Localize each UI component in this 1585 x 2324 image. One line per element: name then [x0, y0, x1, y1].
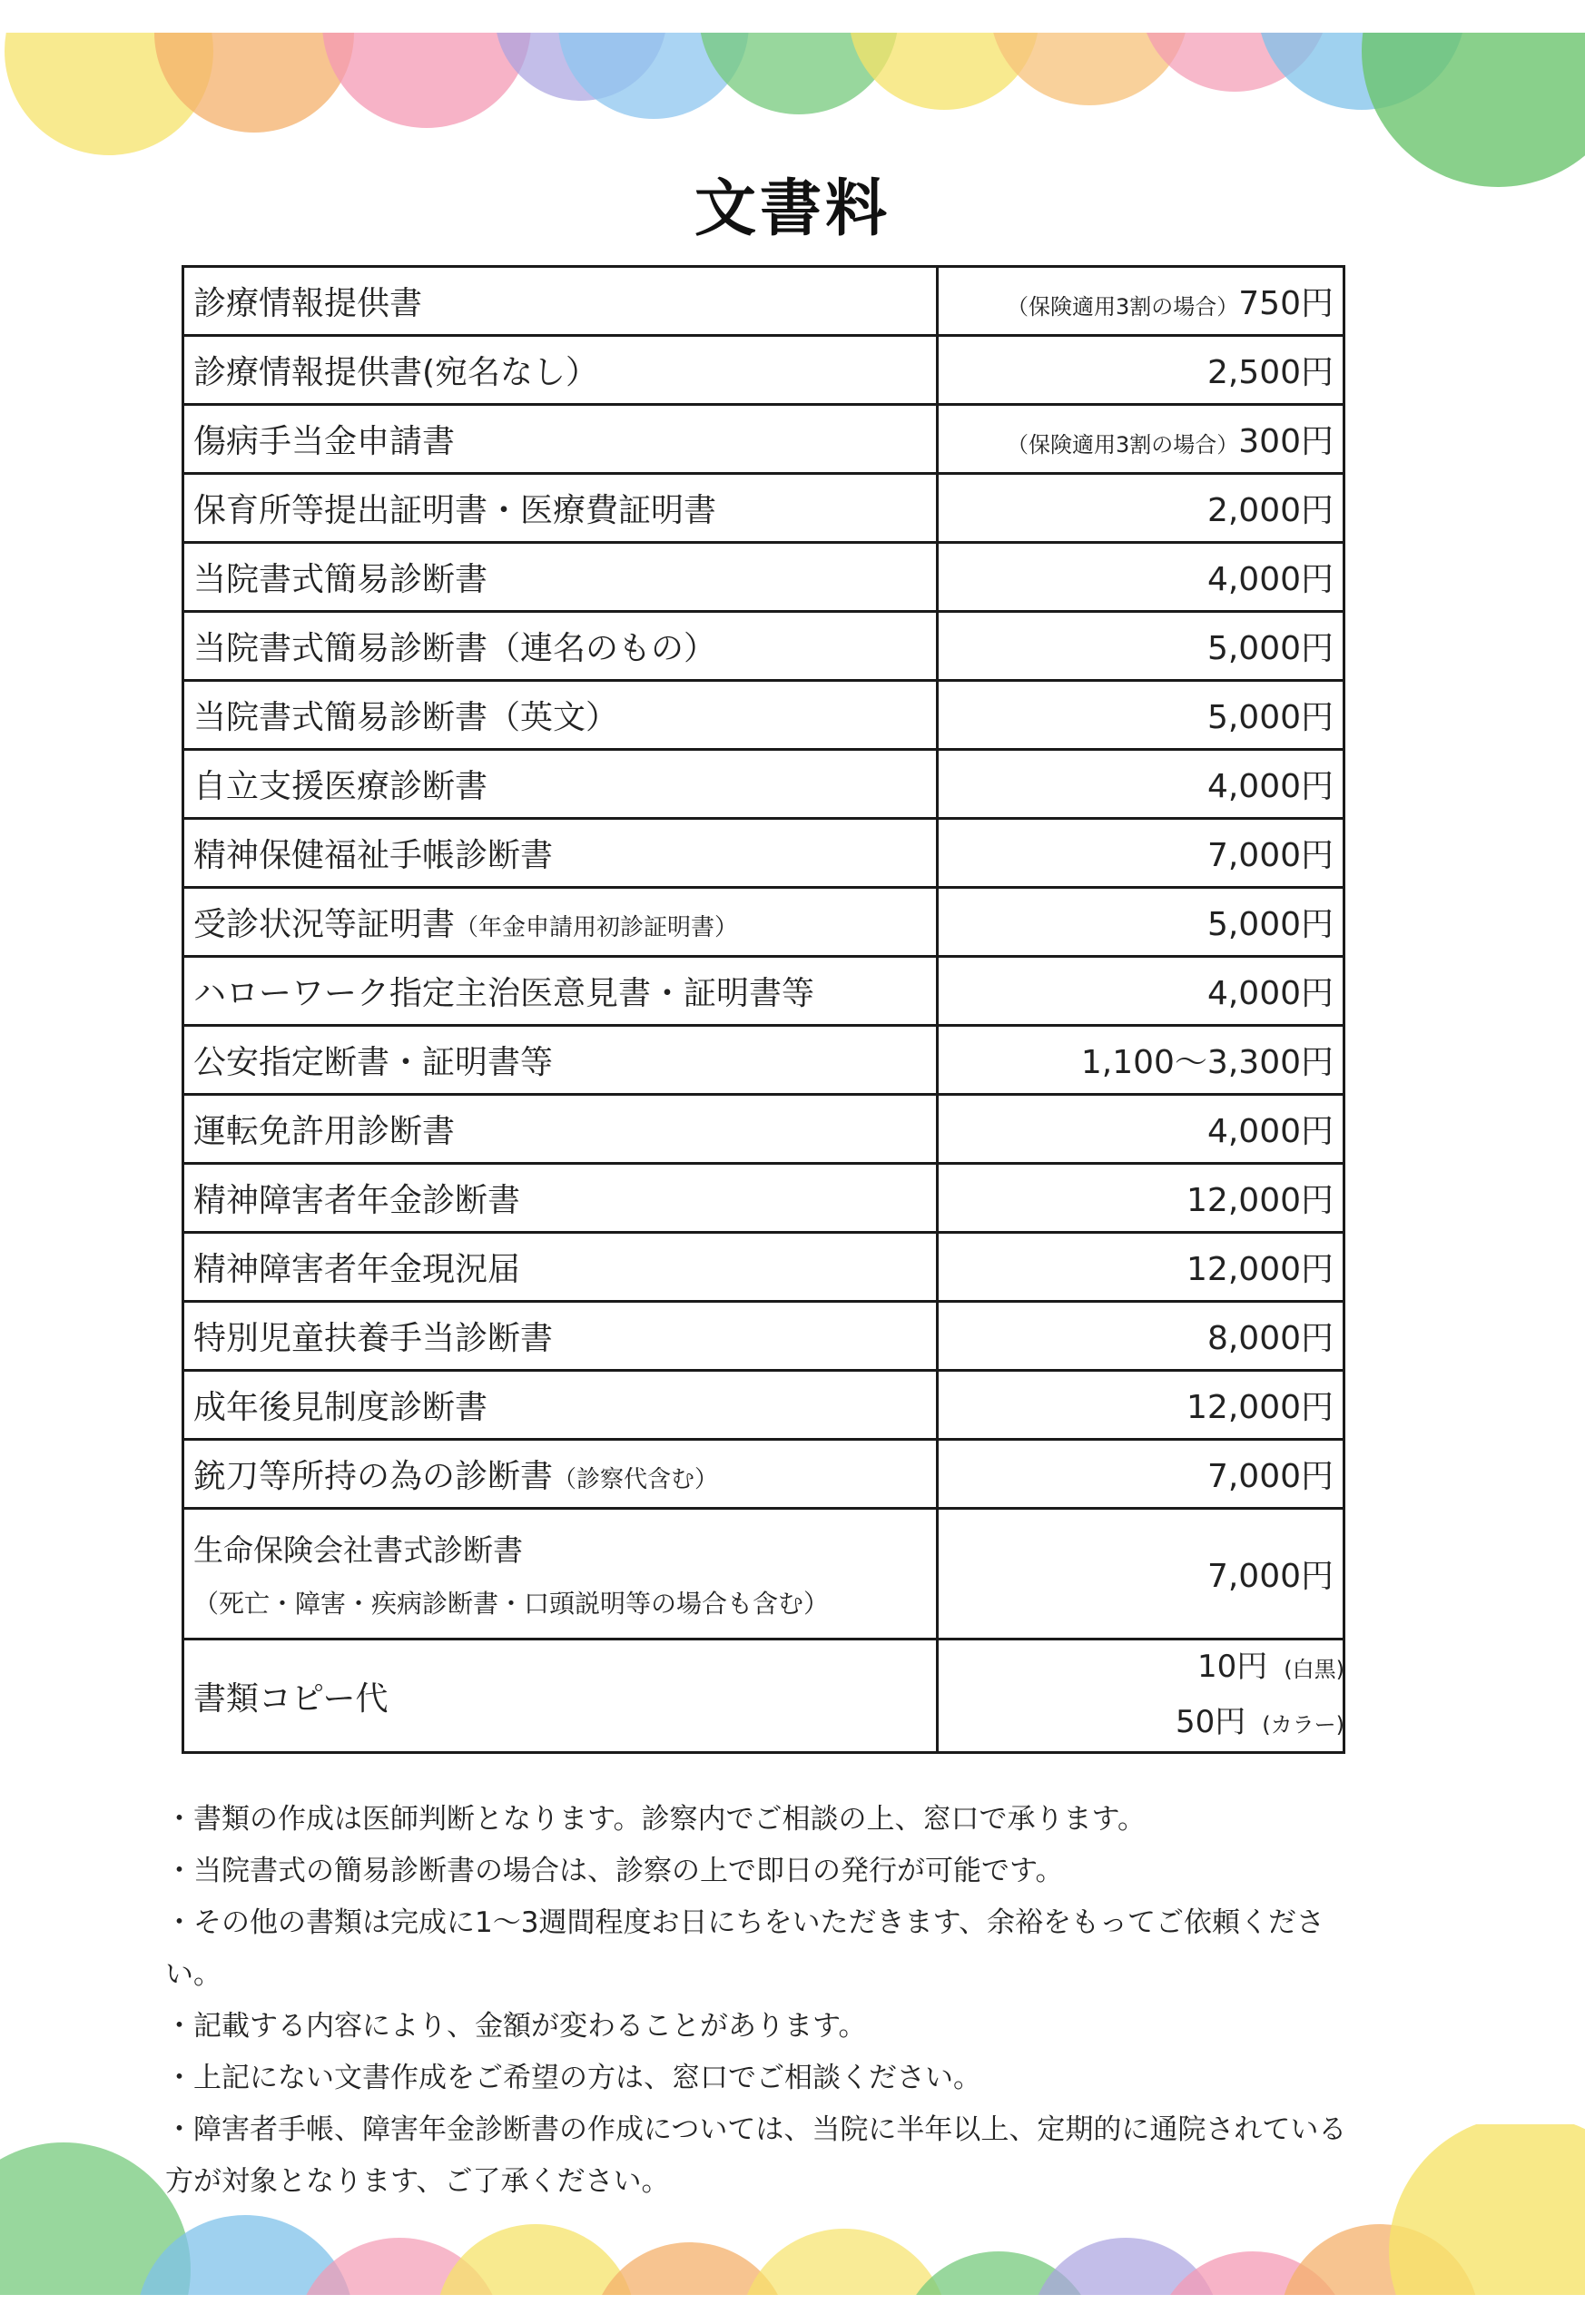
fee-price: 12,000円	[1186, 1182, 1334, 1219]
fee-price-cell	[938, 819, 1344, 888]
fee-name-cell	[183, 405, 938, 474]
fee-name: 自立支援医療診断書	[193, 768, 488, 805]
fee-name-cell	[183, 612, 938, 681]
fee-price: 5,000円	[1206, 630, 1334, 667]
fee-name: 診療情報提供書(宛名なし）	[193, 354, 599, 391]
bottom-watercolor-border	[0, 2124, 1585, 2295]
table-row	[183, 1164, 1344, 1233]
fee-table	[182, 265, 1345, 1754]
fee-price: 750円	[1238, 285, 1334, 322]
fee-name: 銃刀等所持の為の診断書	[193, 1458, 554, 1495]
fee-name-cell	[183, 474, 938, 543]
fee-name: ハローワーク指定主治医意見書・証明書等	[193, 975, 815, 1012]
fee-name: 診療情報提供書	[193, 285, 423, 322]
copy-color-line	[948, 1696, 1344, 1751]
fee-price: 300円	[1238, 423, 1334, 460]
table-row	[183, 474, 1344, 543]
table-row	[183, 543, 1344, 612]
page-title: 文書料	[694, 173, 891, 245]
fee-name-cell	[183, 1509, 938, 1640]
table-row	[183, 681, 1344, 750]
note-line: ・その他の書類は完成に1～3週間程度お日にちをいただきます、余裕をもってご依頼ください。	[165, 1906, 1324, 1991]
table-row	[183, 1371, 1344, 1440]
table-row	[183, 1640, 1344, 1753]
fee-price: 12,000円	[1186, 1251, 1334, 1288]
fee-name-note: （年金申請用初診証明書）	[455, 914, 739, 941]
fee-price-cell	[938, 1026, 1344, 1095]
fee-price-cell	[938, 1302, 1344, 1371]
table-row	[183, 1509, 1344, 1640]
fee-name-cell	[183, 1440, 938, 1509]
fee-name-note: （診察代含む）	[553, 1466, 719, 1493]
fee-name-cell	[183, 888, 938, 957]
fee-name: 特別児童扶養手当診断書	[193, 1320, 554, 1357]
fee-price-cell	[938, 1095, 1344, 1164]
fee-name: 精神障害者年金現況届	[193, 1251, 521, 1288]
note-line: ・当院書式の簡易診断書の場合は、診察の上で即日の発行が可能です。	[165, 1855, 1064, 1887]
fee-name: 傷病手当金申請書	[193, 423, 456, 460]
table-row	[183, 267, 1344, 336]
table-row	[183, 957, 1344, 1026]
fee-name: 受診状況等証明書	[193, 906, 456, 943]
fee-price: 12,000円	[1186, 1389, 1334, 1426]
fee-price-cell	[938, 1164, 1344, 1233]
table-row	[183, 750, 1344, 819]
copy-bw-line	[948, 1640, 1344, 1696]
fee-price-cell	[938, 957, 1344, 1026]
fee-price-cell	[938, 405, 1344, 474]
fee-price: 7,000円	[1206, 1458, 1334, 1495]
fee-name-cell	[183, 267, 938, 336]
fee-price-cell	[938, 750, 1344, 819]
fee-name-note: （死亡・障害・疾病診断書・口頭説明等の場合も含む）	[193, 1589, 830, 1619]
fee-price: 4,000円	[1206, 1113, 1334, 1150]
table-row	[183, 336, 1344, 405]
fee-price: 4,000円	[1206, 975, 1334, 1012]
fee-price: 1,100～3,300円	[1080, 1044, 1334, 1081]
fee-name: 精神保健福祉手帳診断書	[193, 837, 554, 874]
fee-price: 5,000円	[1206, 699, 1334, 736]
fee-name: 当院書式簡易診断書（連名のもの）	[193, 630, 717, 667]
fee-price: 5,000円	[1206, 906, 1334, 943]
fee-price: 2,500円	[1206, 354, 1334, 391]
fee-name-cell	[183, 336, 938, 405]
watercolor-circles-bottom	[0, 2124, 1585, 2295]
fee-price-cell	[938, 1371, 1344, 1440]
price-note: （保険適用3割の場合）	[1007, 432, 1239, 458]
fee-price-cell	[938, 474, 1344, 543]
fee-price: 8,000円	[1206, 1320, 1334, 1357]
table-row	[183, 1233, 1344, 1302]
table-row	[183, 1026, 1344, 1095]
fee-name-cell	[183, 681, 938, 750]
fee-price-cell	[938, 543, 1344, 612]
fee-name: 保育所等提出証明書・医療費証明書	[193, 492, 717, 529]
fee-name: 公安指定断書・証明書等	[193, 1044, 554, 1081]
fee-name-cell	[183, 1164, 938, 1233]
table-row	[183, 888, 1344, 957]
fee-price-cell	[938, 336, 1344, 405]
fee-name-cell	[183, 750, 938, 819]
price-note: （保険適用3割の場合）	[1007, 294, 1239, 320]
fee-name-cell	[183, 1095, 938, 1164]
copy-bw-note: (白黒)	[1284, 1657, 1344, 1682]
copy-bw-price: 10円	[1197, 1649, 1268, 1685]
fee-name: 精神障害者年金診断書	[193, 1182, 521, 1219]
table-row	[183, 612, 1344, 681]
note-line: ・記載する内容により、金額が変わることがあります。	[165, 2010, 867, 2043]
fee-name: 成年後見制度診断書	[193, 1389, 488, 1426]
copy-color-note: (カラー)	[1262, 1712, 1344, 1738]
fee-name: 当院書式簡易診断書（英文）	[193, 699, 619, 736]
table-row	[183, 405, 1344, 474]
fee-price-cell	[938, 681, 1344, 750]
copy-color-price: 50円	[1176, 1704, 1246, 1740]
fee-price: 4,000円	[1206, 768, 1334, 805]
fee-name: 運転免許用診断書	[193, 1113, 456, 1150]
fee-price: 7,000円	[1206, 1558, 1334, 1595]
fee-price-cell	[938, 1640, 1344, 1753]
fee-price-cell	[938, 1509, 1344, 1640]
fee-name: 生命保険会社書式診断書	[193, 1532, 523, 1568]
note-line: ・障害者手帳、障害年金診断書の作成については、当院に半年以上、定期的に通院されている方が対象となります、ご了承ください。	[165, 2113, 1347, 2198]
fee-name-cell	[183, 819, 938, 888]
fee-name-cell	[183, 1026, 938, 1095]
fee-price-cell	[938, 1440, 1344, 1509]
note-line: ・上記にない文書作成をご希望の方は、窓口でご相談ください。	[165, 2062, 981, 2094]
table-row	[183, 819, 1344, 888]
table-row	[183, 1302, 1344, 1371]
fee-name-cell	[183, 1371, 938, 1440]
fee-name: 書類コピー代	[193, 1679, 389, 1718]
fee-name-cell	[183, 1302, 938, 1371]
fee-price-cell	[938, 267, 1344, 336]
table-row	[183, 1095, 1344, 1164]
fee-price-cell	[938, 612, 1344, 681]
table-row	[183, 1440, 1344, 1509]
fee-name-cell	[183, 1233, 938, 1302]
fee-price: 4,000円	[1206, 561, 1334, 598]
fee-price-cell	[938, 888, 1344, 957]
fee-name-cell	[183, 957, 938, 1026]
fee-price: 7,000円	[1206, 837, 1334, 874]
fee-name-cell	[183, 1640, 938, 1753]
note-line: ・書類の作成は医師判断となります。診察内でご相談の上、窓口で承ります。	[165, 1803, 1147, 1836]
fee-name-cell	[183, 543, 938, 612]
fee-price-cell	[938, 1233, 1344, 1302]
fee-price: 2,000円	[1206, 492, 1334, 529]
fee-name: 当院書式簡易診断書	[193, 561, 488, 598]
